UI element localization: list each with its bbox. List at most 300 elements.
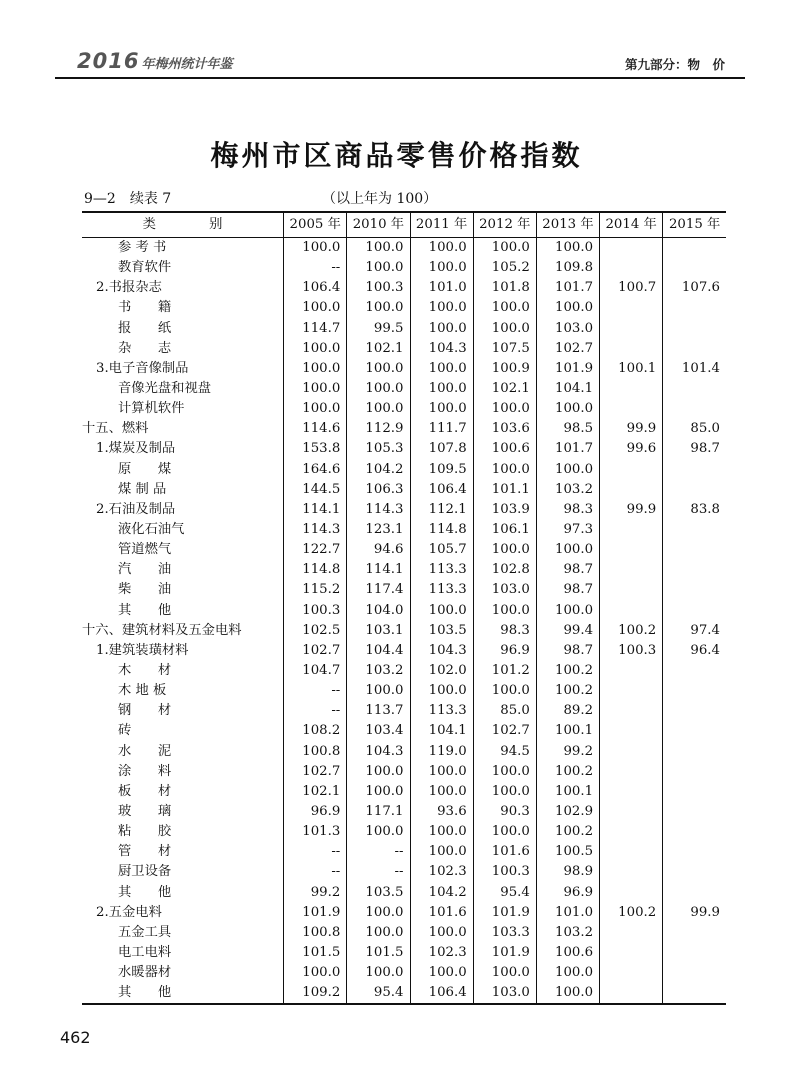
index-value-cell: 100.8 (284, 923, 347, 943)
index-value-cell: 100.0 (473, 782, 536, 802)
index-value-cell: 100.0 (410, 601, 473, 621)
index-value-cell: 104.3 (347, 742, 410, 762)
index-value-cell: 103.0 (536, 319, 599, 339)
index-value-cell (600, 520, 663, 540)
index-value-cell: 100.3 (284, 601, 347, 621)
row-category-label: 3.电子音像制品 (96, 360, 189, 376)
index-value-cell: 100.0 (347, 762, 410, 782)
index-value-cell: 103.1 (347, 621, 410, 641)
index-value-cell (663, 580, 726, 600)
index-value-cell: -- (284, 862, 347, 882)
index-value-cell: 117.4 (347, 580, 410, 600)
index-value-cell: 100.0 (536, 963, 599, 983)
index-value-cell (663, 601, 726, 621)
index-value-cell (663, 520, 726, 540)
page-number: 462 (60, 1028, 91, 1047)
row-category-label: 杂 志 (118, 340, 172, 356)
index-value-cell (600, 601, 663, 621)
index-value-cell: 103.3 (473, 923, 536, 943)
index-value-cell: 103.5 (347, 883, 410, 903)
category-column-header: 类 别 (82, 212, 284, 238)
index-value-cell: 101.1 (473, 480, 536, 500)
index-value-cell: 100.0 (410, 782, 473, 802)
index-value-cell: 100.3 (600, 641, 663, 661)
year-column-header: 2005 年 (284, 212, 347, 238)
index-value-cell (663, 480, 726, 500)
index-value-cell: 96.4 (663, 641, 726, 661)
table-row (82, 359, 726, 379)
index-value-cell (600, 681, 663, 701)
row-category-label: 十六、建筑材料及五金电料 (82, 622, 242, 638)
index-value-cell: 100.0 (284, 963, 347, 983)
table-row (82, 842, 726, 862)
index-value-cell (600, 339, 663, 359)
index-value-cell (663, 782, 726, 802)
index-value-cell (663, 802, 726, 822)
index-value-cell: 103.4 (347, 721, 410, 741)
index-value-cell: 90.3 (473, 802, 536, 822)
index-value-cell: 96.9 (473, 641, 536, 661)
index-value-cell: 114.3 (284, 520, 347, 540)
row-category-label: 管道燃气 (118, 542, 172, 558)
row-category-label: 木 地 板 (118, 683, 167, 699)
index-value-cell: 100.0 (473, 298, 536, 318)
index-value-cell: -- (284, 258, 347, 278)
index-value-cell: -- (347, 862, 410, 882)
table-row (82, 500, 726, 520)
index-value-cell: 100.0 (410, 842, 473, 862)
index-value-cell: 106.4 (410, 983, 473, 1004)
table-row (82, 862, 726, 882)
index-value-cell: 99.9 (663, 903, 726, 923)
index-value-cell: 103.0 (473, 983, 536, 1004)
index-value-cell: 104.3 (410, 339, 473, 359)
index-value-cell: 100.0 (473, 460, 536, 480)
index-value-cell: 100.2 (536, 762, 599, 782)
index-value-cell (600, 258, 663, 278)
index-value-cell: 113.3 (410, 701, 473, 721)
index-value-cell (600, 399, 663, 419)
index-value-cell: 97.4 (663, 621, 726, 641)
index-value-cell (600, 238, 663, 259)
index-value-cell: 96.9 (284, 802, 347, 822)
index-value-cell: 102.7 (473, 721, 536, 741)
index-value-cell: 100.0 (410, 359, 473, 379)
index-value-cell: 100.0 (347, 399, 410, 419)
index-value-cell (600, 540, 663, 560)
index-value-cell: 99.6 (600, 439, 663, 459)
index-value-cell: 98.7 (536, 641, 599, 661)
index-value-cell: 100.0 (473, 238, 536, 259)
yearbook-logo (77, 49, 232, 73)
index-value-cell (663, 560, 726, 580)
table-row (82, 963, 726, 983)
index-value-cell: 100.0 (410, 681, 473, 701)
table-row (82, 621, 726, 641)
table-row (82, 923, 726, 943)
table-row (82, 480, 726, 500)
table-row (82, 601, 726, 621)
row-category-label: 柴 油 (118, 582, 172, 598)
index-value-cell: 101.6 (473, 842, 536, 862)
year-column-header: 2014 年 (600, 212, 663, 238)
index-value-cell (600, 782, 663, 802)
index-value-cell: 109.8 (536, 258, 599, 278)
year-column-header: 2015 年 (663, 212, 726, 238)
index-value-cell: 113.3 (410, 560, 473, 580)
index-value-cell: 100.0 (347, 963, 410, 983)
running-header (55, 47, 745, 79)
index-value-cell: 100.0 (536, 298, 599, 318)
index-value-cell: 100.0 (473, 963, 536, 983)
year-column-header: 2011 年 (410, 212, 473, 238)
index-value-cell (663, 923, 726, 943)
row-category-label: 十五、燃料 (82, 421, 149, 437)
index-value-cell: 93.6 (410, 802, 473, 822)
row-category-label: 1.建筑装璜材料 (96, 642, 189, 658)
row-category-label: 2.石油及制品 (96, 501, 176, 517)
table-row (82, 883, 726, 903)
index-value-cell: 114.8 (410, 520, 473, 540)
table-row (82, 339, 726, 359)
table-row (82, 319, 726, 339)
index-value-cell: 102.0 (410, 661, 473, 681)
index-value-cell: 107.5 (473, 339, 536, 359)
index-value-cell: 94.5 (473, 742, 536, 762)
header-section: 第九部分：物 价 (624, 57, 725, 72)
index-value-cell: 112.1 (410, 500, 473, 520)
row-category-label: 其 他 (82, 983, 284, 1004)
index-value-cell (663, 258, 726, 278)
index-value-cell (600, 580, 663, 600)
index-value-cell: 104.7 (284, 661, 347, 681)
index-value-cell: 100.0 (410, 238, 473, 259)
index-value-cell: 100.0 (536, 540, 599, 560)
index-value-cell: 100.3 (347, 278, 410, 298)
row-category-label: 教育软件 (118, 260, 172, 276)
index-value-cell: 104.4 (347, 641, 410, 661)
index-value-cell: 100.0 (410, 822, 473, 842)
index-value-cell: 102.7 (284, 762, 347, 782)
table-row (82, 943, 726, 963)
index-value-cell: 103.2 (347, 661, 410, 681)
index-value-cell: 113.7 (347, 701, 410, 721)
table-row (82, 278, 726, 298)
index-value-cell (663, 379, 726, 399)
table-row (82, 721, 726, 741)
index-value-cell: 117.1 (347, 802, 410, 822)
table-row (82, 681, 726, 701)
index-value-cell: 98.3 (536, 500, 599, 520)
index-value-cell: 108.2 (284, 721, 347, 741)
index-value-cell (663, 661, 726, 681)
index-value-cell: 100.0 (473, 399, 536, 419)
row-category-label: 水 泥 (118, 743, 172, 759)
index-value-cell: 100.0 (347, 379, 410, 399)
index-value-cell: 102.7 (284, 641, 347, 661)
index-value-cell (663, 842, 726, 862)
index-value-cell (600, 822, 663, 842)
index-value-cell (663, 983, 726, 1004)
index-value-cell: 104.1 (410, 721, 473, 741)
index-value-cell (600, 963, 663, 983)
index-value-cell (600, 298, 663, 318)
index-value-cell (600, 842, 663, 862)
index-value-cell: 101.6 (410, 903, 473, 923)
index-value-cell: 101.8 (473, 278, 536, 298)
index-value-cell: 102.1 (284, 782, 347, 802)
index-value-cell: 115.2 (284, 580, 347, 600)
index-value-cell: 101.9 (473, 943, 536, 963)
index-value-cell: 100.0 (347, 923, 410, 943)
index-value-cell (600, 943, 663, 963)
index-value-cell: 102.9 (536, 802, 599, 822)
index-value-cell: 106.1 (473, 520, 536, 540)
index-value-cell: 100.0 (410, 399, 473, 419)
table-body (82, 238, 726, 1005)
index-value-cell: 119.0 (410, 742, 473, 762)
index-value-cell: 105.7 (410, 540, 473, 560)
index-value-cell: 103.0 (473, 580, 536, 600)
index-value-cell: 100.0 (410, 379, 473, 399)
index-value-cell: 100.0 (284, 399, 347, 419)
index-value-cell: 100.0 (284, 298, 347, 318)
index-value-cell: 100.0 (347, 903, 410, 923)
index-value-cell: 101.0 (536, 903, 599, 923)
page-title: 梅州市区商品零售价格指数 (210, 139, 583, 172)
index-value-cell (600, 983, 663, 1004)
table-row (82, 439, 726, 459)
index-value-cell: 100.0 (347, 298, 410, 318)
index-value-cell: 112.9 (347, 419, 410, 439)
index-value-cell: 101.0 (410, 278, 473, 298)
index-value-cell (600, 460, 663, 480)
index-value-cell: 101.7 (536, 439, 599, 459)
table-row (82, 540, 726, 560)
table-row (82, 560, 726, 580)
index-value-cell: 100.3 (473, 862, 536, 882)
index-value-cell: 100.0 (347, 359, 410, 379)
index-value-cell: 100.2 (536, 822, 599, 842)
index-value-cell: 103.6 (473, 419, 536, 439)
index-value-cell: 98.7 (536, 560, 599, 580)
row-category-label: 书 籍 (118, 300, 172, 316)
index-value-cell: 100.0 (536, 238, 599, 259)
row-category-label: 电工电料 (118, 944, 172, 960)
index-value-cell (600, 560, 663, 580)
index-value-cell (663, 862, 726, 882)
index-value-cell: 95.4 (473, 883, 536, 903)
row-category-label: 粘 胶 (118, 824, 172, 840)
index-value-cell: 100.0 (473, 540, 536, 560)
index-value-cell: 101.3 (284, 822, 347, 842)
row-category-label: 音像光盘和视盘 (118, 381, 212, 397)
index-value-cell: 100.7 (600, 278, 663, 298)
index-value-cell (663, 681, 726, 701)
table-base-note: （以上年为 100） (322, 191, 438, 207)
index-value-cell: 100.8 (284, 742, 347, 762)
index-value-cell (600, 379, 663, 399)
index-value-cell (663, 540, 726, 560)
index-value-cell (663, 943, 726, 963)
index-value-cell: 104.3 (410, 641, 473, 661)
index-value-cell: 99.9 (600, 419, 663, 439)
index-value-cell (663, 701, 726, 721)
table-row (82, 419, 726, 439)
index-value-cell: 101.7 (536, 278, 599, 298)
index-value-cell: 95.4 (347, 983, 410, 1004)
index-value-cell: 96.9 (536, 883, 599, 903)
index-value-cell: 102.8 (473, 560, 536, 580)
table-number: 9—2 续表 7 (84, 191, 172, 207)
table-row (82, 701, 726, 721)
index-value-cell (663, 822, 726, 842)
year-column-header: 2013 年 (536, 212, 599, 238)
index-value-cell: 164.6 (284, 460, 347, 480)
index-value-cell: 101.4 (663, 359, 726, 379)
index-value-cell: 100.0 (284, 379, 347, 399)
row-category-label: 2.五金电料 (96, 904, 162, 920)
index-value-cell: 100.1 (536, 782, 599, 802)
index-value-cell: 100.0 (410, 258, 473, 278)
row-category-label: 砖 (118, 723, 132, 739)
row-category-label: 1.煤炭及制品 (96, 441, 176, 457)
row-category-label: 报 纸 (118, 320, 172, 336)
row-category-label: 其 他 (118, 602, 172, 618)
index-value-cell: 100.0 (347, 822, 410, 842)
index-value-cell: 114.1 (284, 500, 347, 520)
index-value-cell: 106.3 (347, 480, 410, 500)
index-value-cell: 102.1 (473, 379, 536, 399)
index-value-cell: 104.2 (410, 883, 473, 903)
table-row (82, 802, 726, 822)
row-category-label: 煤 制 品 (118, 481, 167, 497)
row-category-label: 液化石油气 (118, 522, 185, 538)
index-value-cell: 100.0 (473, 822, 536, 842)
row-category-label: 计算机软件 (118, 401, 185, 417)
index-value-cell: 99.2 (536, 742, 599, 762)
index-value-cell (663, 721, 726, 741)
index-value-cell: 100.9 (473, 359, 536, 379)
table-row (82, 520, 726, 540)
index-value-cell: 107.8 (410, 439, 473, 459)
table-row (82, 903, 726, 923)
index-value-cell: 98.3 (473, 621, 536, 641)
index-value-cell: 114.1 (347, 560, 410, 580)
index-value-cell: 106.4 (410, 480, 473, 500)
index-value-cell: 103.5 (410, 621, 473, 641)
index-value-cell: 100.0 (473, 681, 536, 701)
table-row (82, 742, 726, 762)
index-value-cell: 99.9 (600, 500, 663, 520)
index-value-cell: -- (347, 842, 410, 862)
index-value-cell: 100.0 (284, 238, 347, 259)
index-value-cell: 114.3 (347, 500, 410, 520)
index-value-cell: 100.6 (473, 439, 536, 459)
index-value-cell: 100.2 (536, 661, 599, 681)
index-value-cell: 101.2 (473, 661, 536, 681)
index-value-cell: 153.8 (284, 439, 347, 459)
index-value-cell: 100.1 (536, 721, 599, 741)
index-value-cell (663, 319, 726, 339)
index-value-cell: 83.8 (663, 500, 726, 520)
index-value-cell: 113.3 (410, 580, 473, 600)
index-value-cell: 94.6 (347, 540, 410, 560)
index-value-cell: 104.1 (536, 379, 599, 399)
index-value-cell (663, 339, 726, 359)
index-value-cell: 102.3 (410, 943, 473, 963)
index-value-cell: 103.2 (536, 480, 599, 500)
table-row (82, 782, 726, 802)
index-value-cell: 101.5 (284, 943, 347, 963)
index-value-cell (663, 762, 726, 782)
index-value-cell: 98.9 (536, 862, 599, 882)
table-row (82, 399, 726, 419)
index-value-cell (600, 319, 663, 339)
index-value-cell: -- (284, 842, 347, 862)
index-value-cell: 103.2 (536, 923, 599, 943)
index-value-cell: 144.5 (284, 480, 347, 500)
index-value-cell (663, 399, 726, 419)
row-category-label: 玻 璃 (118, 804, 172, 819)
index-value-cell: 100.0 (284, 359, 347, 379)
index-value-cell: 105.2 (473, 258, 536, 278)
index-value-cell: 105.3 (347, 439, 410, 459)
index-value-cell: 114.8 (284, 560, 347, 580)
row-category-label: 2.书报杂志 (96, 280, 162, 296)
index-value-cell (663, 963, 726, 983)
index-value-cell: 100.0 (347, 782, 410, 802)
index-value-cell: 101.9 (536, 359, 599, 379)
index-value-cell: 100.0 (284, 339, 347, 359)
index-value-cell (663, 460, 726, 480)
index-value-cell: 101.9 (473, 903, 536, 923)
index-value-cell: 102.3 (410, 862, 473, 882)
index-value-cell: 100.2 (600, 903, 663, 923)
row-category-label: 涂 料 (118, 763, 172, 779)
index-value-cell: 100.0 (410, 923, 473, 943)
table-row (82, 580, 726, 600)
index-value-cell (663, 238, 726, 259)
index-value-cell: 100.0 (410, 963, 473, 983)
row-category-label: 原 煤 (118, 461, 172, 477)
index-value-cell (600, 742, 663, 762)
row-category-label: 板 材 (118, 783, 172, 799)
index-value-cell: 100.0 (347, 681, 410, 701)
index-value-cell: 100.0 (410, 298, 473, 318)
index-value-cell (663, 883, 726, 903)
index-value-cell: 102.5 (284, 621, 347, 641)
index-value-cell: 85.0 (663, 419, 726, 439)
index-value-cell: 109.5 (410, 460, 473, 480)
index-value-cell (600, 701, 663, 721)
index-value-cell (600, 721, 663, 741)
index-value-cell (600, 762, 663, 782)
index-value-cell: 109.2 (284, 983, 347, 1004)
index-value-cell: 107.6 (663, 278, 726, 298)
row-category-label: 参 考 书 (118, 240, 167, 256)
index-value-cell (600, 661, 663, 681)
index-value-cell: 99.2 (284, 883, 347, 903)
index-value-cell: 104.0 (347, 601, 410, 621)
header-year: 2016 (77, 49, 140, 73)
table-row (82, 762, 726, 782)
index-value-cell: 98.7 (663, 439, 726, 459)
index-value-cell (663, 742, 726, 762)
index-value-cell: 101.5 (347, 943, 410, 963)
table-row (82, 641, 726, 661)
index-value-cell: 114.6 (284, 419, 347, 439)
